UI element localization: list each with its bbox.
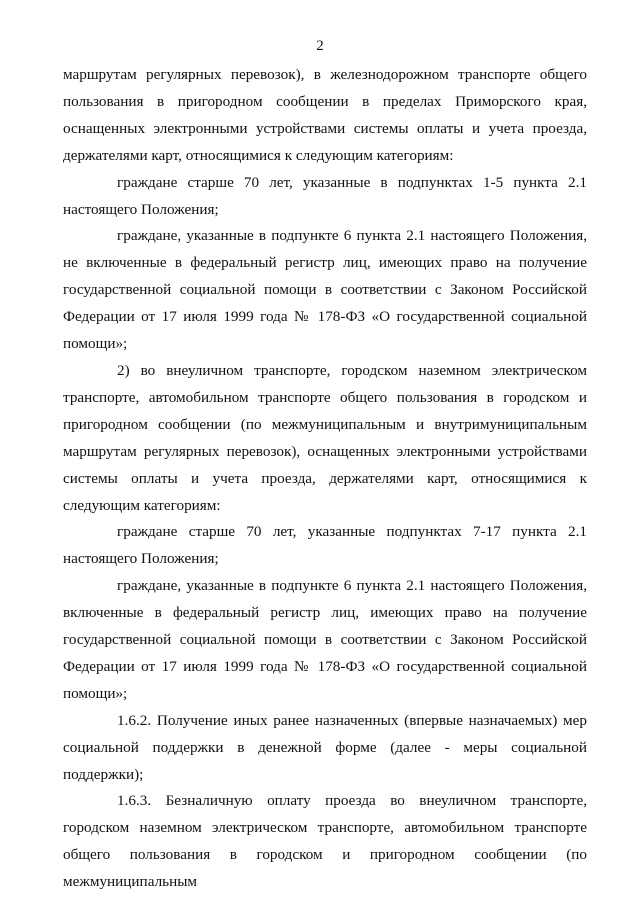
paragraph-continuation: маршрутам регулярных перевозок), в железнодорожном транспорте общего пользования в пригородном сообщении в пределах Приморского края, оснащенных электронными устройствами системы оплаты и учета проезда, держателями карт, относящимися к следующим категориям: xyxy=(63,66,587,164)
paragraph: граждане старше 70 лет, указанные подпунктах 7-17 пункта 2.1 настоящего Положения; xyxy=(63,523,587,568)
paragraph: граждане старше 70 лет, указанные в подпунктах 1-5 пункта 2.1 настоящего Положения; xyxy=(63,173,587,218)
paragraph: граждане, указанные в подпункте 6 пункта 2.1 настоящего Положения, не включенные в федеральный регистр лиц, имеющих право на получение государственной социальной помощи в соответствии с Законом Российской Федерации от 17 июля 1999 года № 178-ФЗ «О государственной социальной помощи»; xyxy=(63,227,587,353)
paragraph: 1.6.2. Получение иных ранее назначенных (впервые назначаемых) мер социальной поддержки в денежной форме (далее - меры социальной поддержки); xyxy=(63,711,587,783)
document-body xyxy=(63,62,587,896)
page-number: 2 xyxy=(316,38,324,54)
paragraph: 1.6.3. Безналичную оплату проезда во внеуличном транспорте, городском наземном электрическом транспорте, автомобильном транспорте общего пользования в городском и пригородном сообщении (по межмуниципальным xyxy=(63,792,587,891)
paragraph: граждане, указанные в подпункте 6 пункта 2.1 настоящего Положения, включенные в федеральный регистр лиц, имеющих право на получение государственной социальной помощи в соответствии с Законом Российской Федерации от 17 июля 1999 года № 178-ФЗ «О государственной социальной помощи»; xyxy=(63,577,587,702)
paragraph: 2) во внеуличном транспорте, городском наземном электрическом транспорте, автомобильном транспорте общего пользования в городском и пригородном сообщении (по межмуниципальным и внутримуниципальным маршрутам регулярных перевозок), оснащенных электронными устройствами системы оплаты и учета проезда, держателями карт, относящимися к следующим категориям: xyxy=(63,361,587,514)
